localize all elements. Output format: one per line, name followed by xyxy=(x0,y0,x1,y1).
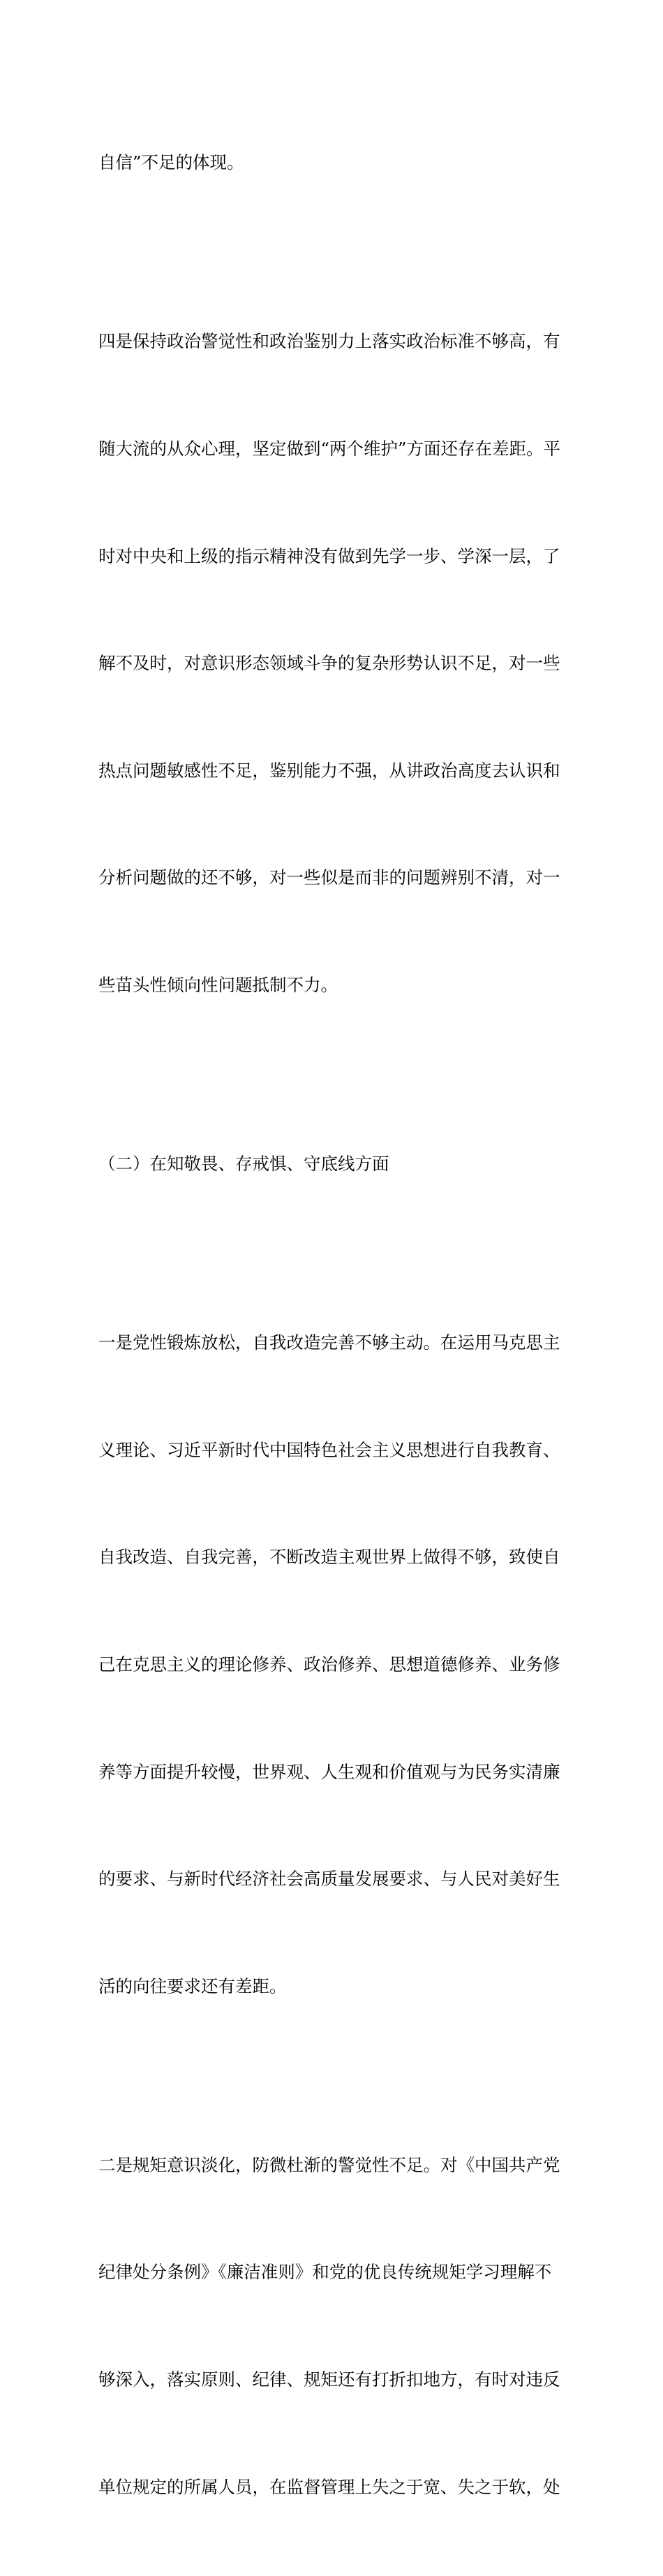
text-line: 义理论、习近平新时代中国特色社会主义思想进行自我教育、 xyxy=(98,1439,560,1460)
text-line: 纪律处分条例》《廉洁准则》和党的优良传统规矩学习理解不 xyxy=(98,2262,552,2283)
text-line: 分析问题做的还不够，对一些似是而非的问题辨别不清，对一 xyxy=(98,867,560,888)
text-line: 活的向往要求还有差距。 xyxy=(98,1975,287,1996)
text-line: 的要求、与新时代经济社会高质量发展要求、与人民对美好生 xyxy=(98,1869,560,1890)
text-line: 热点问题敏感性不足，鉴别能力不强，从讲政治高度去认识和 xyxy=(98,760,560,781)
paragraph-political-vigilance xyxy=(98,252,566,1075)
paragraph-rules-awareness xyxy=(98,2075,566,2576)
text-line: 解不及时，对意识形态领域斗争的复杂形势认识不足，对一些 xyxy=(98,653,560,674)
document-body xyxy=(98,73,566,2576)
text-line: 二是规矩意识淡化，防微杜渐的警觉性不足。对《中国共产党 xyxy=(98,2154,560,2175)
text-line: 够深入，落实原则、纪律、规矩还有打折扣地方，有时对违反 xyxy=(98,2369,560,2390)
text-line: 时对中央和上级的指示精神没有做到先学一步、学深一层，了 xyxy=(98,545,560,566)
section-heading xyxy=(98,1075,566,1253)
section-heading-text: （二）在知敬畏、存戒惧、守底线方面 xyxy=(98,1154,389,1175)
text-line: 单位规定的所属人员，在监督管理上失之于宽、失之于软，处 xyxy=(98,2476,560,2497)
text-line: 自信”不足的体现。 xyxy=(98,152,244,173)
text-line: 自我改造、自我完善，不断改造主观世界上做得不够，致使自 xyxy=(98,1547,560,1568)
text-line: 己在克思主义的理论修养、政治修养、思想道德修养、业务修 xyxy=(98,1654,560,1675)
paragraph-party-spirit xyxy=(98,1253,566,2076)
text-line: 随大流的从众心理，坚定做到“两个维护”方面还存在差距。平 xyxy=(98,439,561,459)
text-line: 一是党性锻炼放松，自我改造完善不够主动。在运用马克思主 xyxy=(98,1332,560,1353)
text-line: 些苗头性倾向性问题抵制不力。 xyxy=(98,975,338,996)
text-line: 四是保持政治警觉性和政治鉴别力上落实政治标准不够高，有 xyxy=(98,331,560,352)
paragraph-self-confidence-end xyxy=(98,73,566,252)
text-line: 养等方面提升较慢，世界观、人生观和价值观与为民务实清廉 xyxy=(98,1761,560,1782)
